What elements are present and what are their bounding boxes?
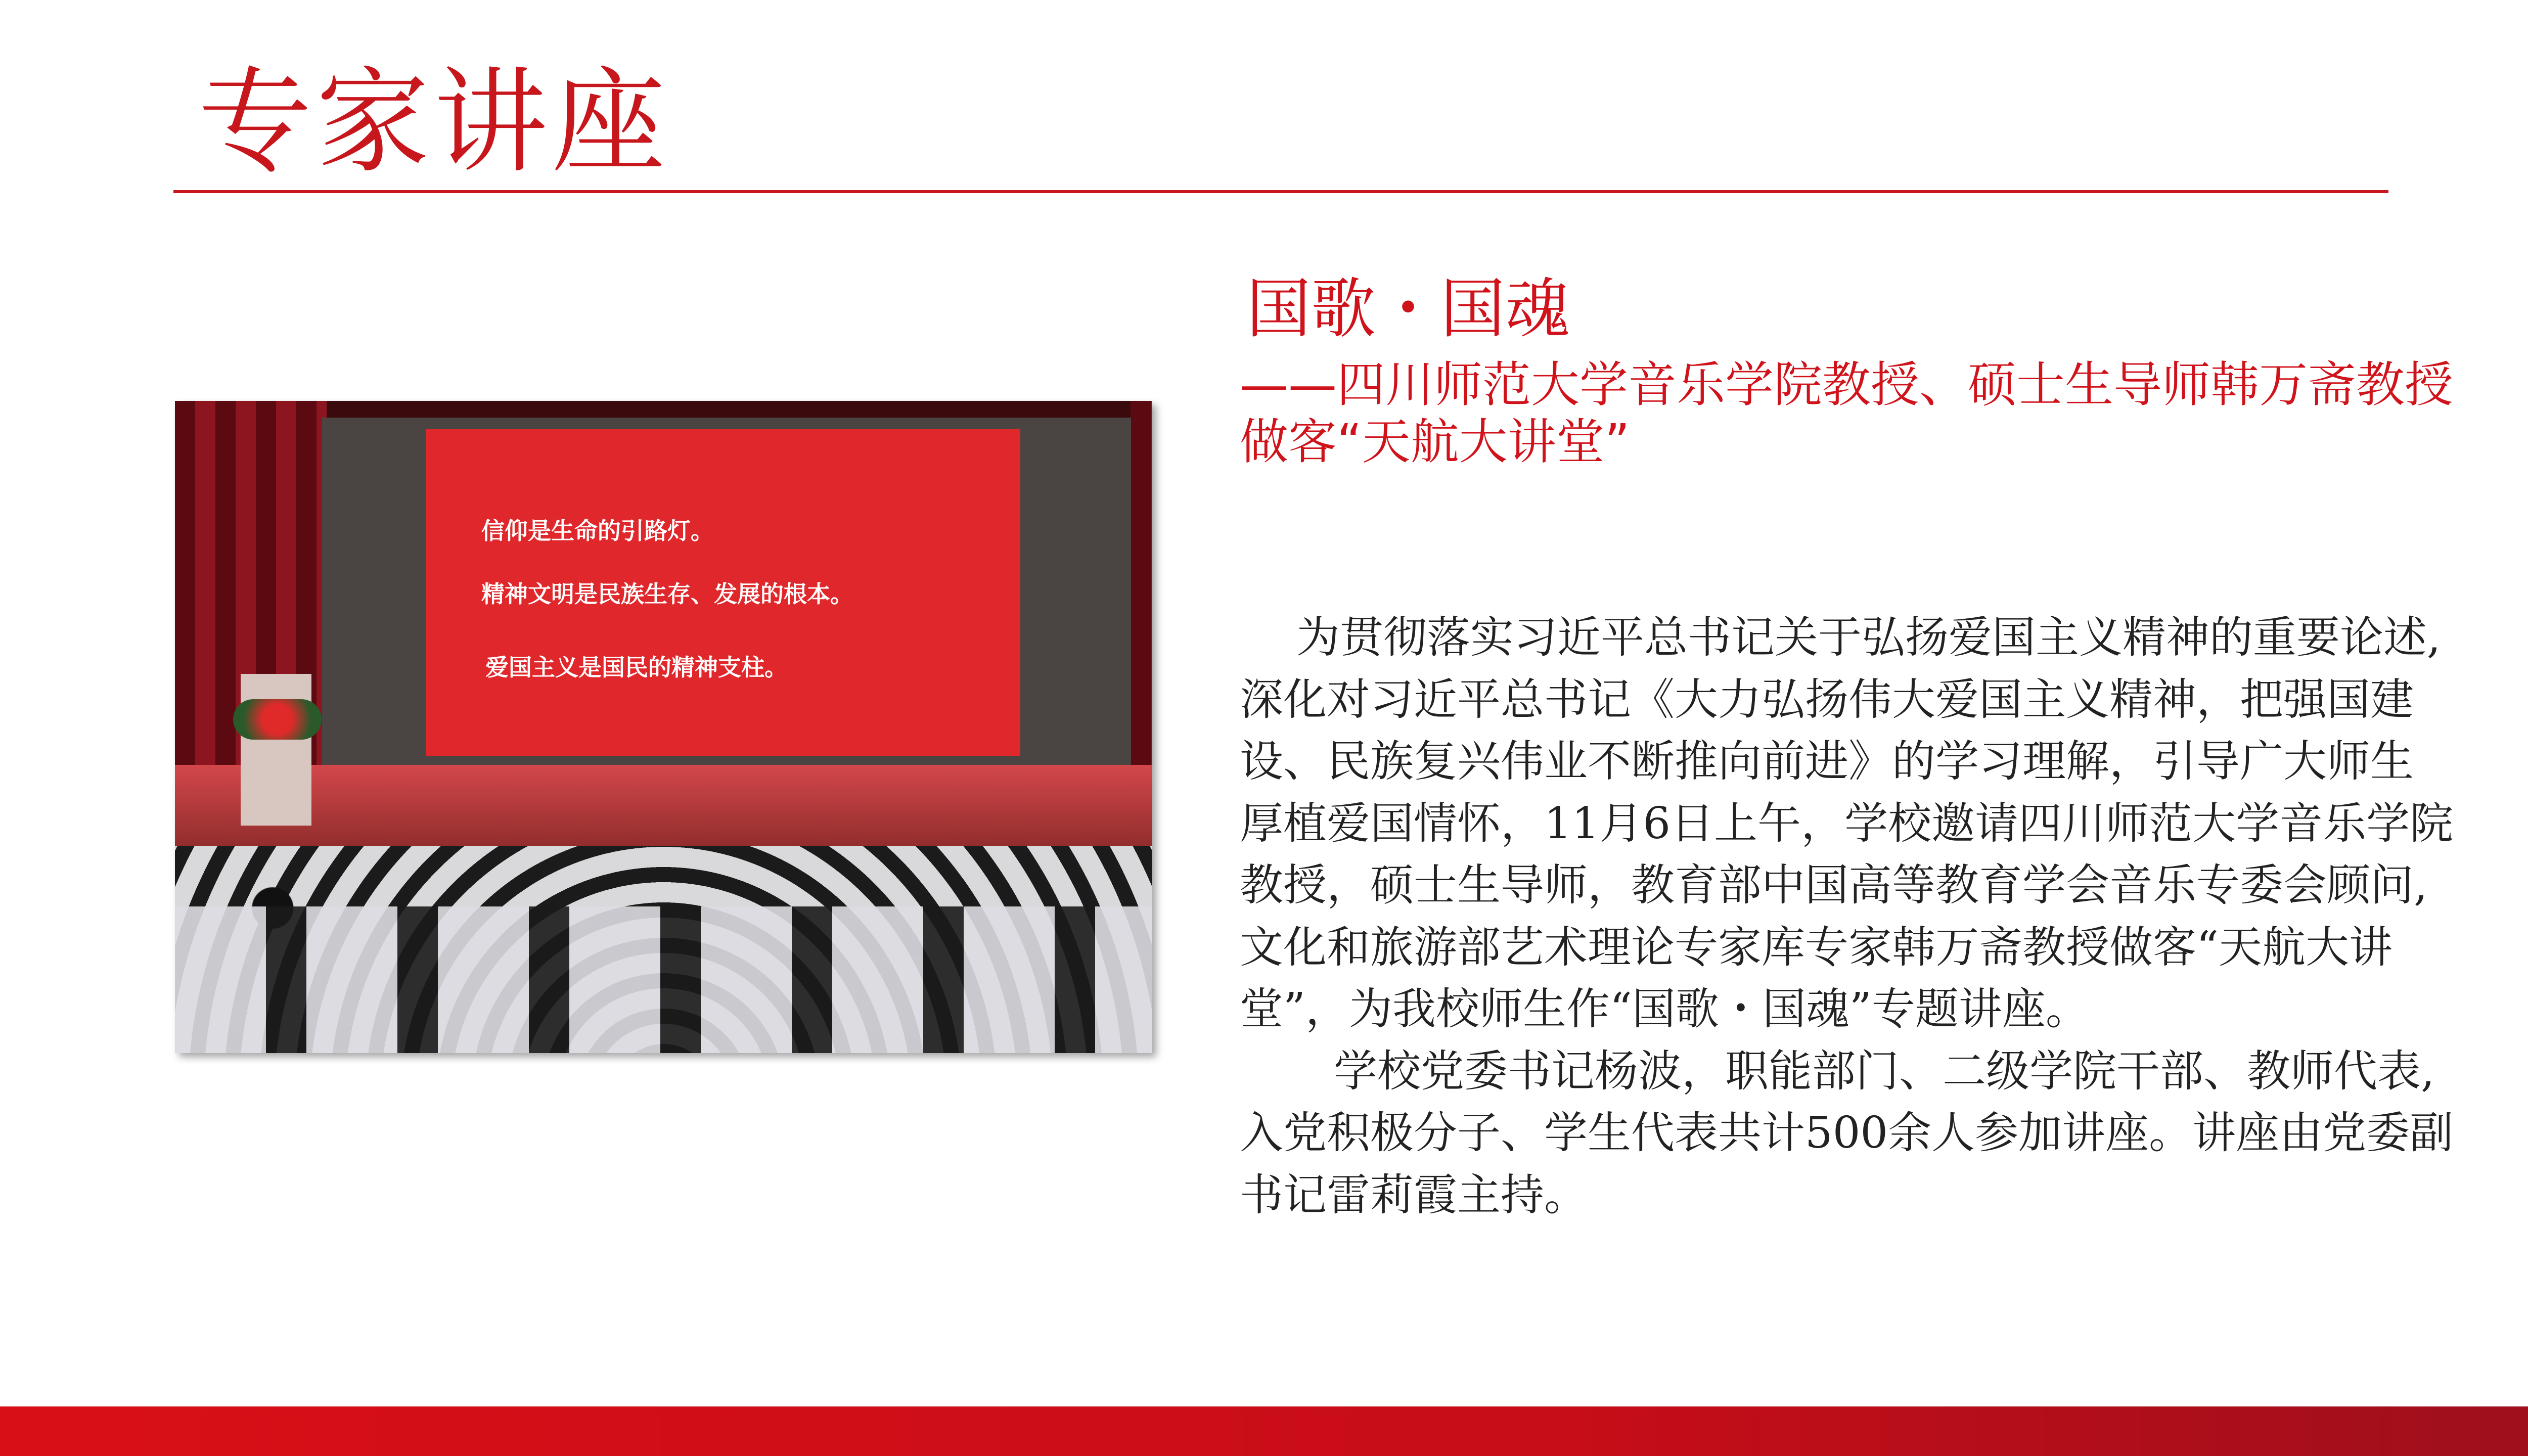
- screen-line: 精神文明是民族生存、发展的根本。: [481, 580, 853, 608]
- podium: [241, 674, 311, 826]
- title-divider: [173, 190, 2388, 193]
- body-line: 堂”，为我校师生作“国歌・国魂”专题讲座。: [1240, 984, 2089, 1034]
- body-line: 入党积极分子、学生代表共计500余人参加讲座。讲座由党委副: [1240, 1108, 2454, 1158]
- body-line: 学校党委书记杨波，职能部门、二级学院干部、教师代表,: [1334, 1045, 2435, 1097]
- subtitle-line: 做客“天航大讲堂”: [1240, 414, 1630, 470]
- subtitle-line: ——四川师范大学音乐学院教授、硕士生导师韩万斋教授: [1240, 356, 2453, 413]
- footer-bar: [0, 1406, 2528, 1456]
- screen-line: 爱国主义是国民的精神支柱。: [485, 654, 788, 681]
- stage-curtain-right: [1131, 401, 1152, 795]
- article-heading: 国歌・国魂: [1246, 271, 1570, 347]
- body-line: 设、民族复兴伟业不断推向前进》的学习理解，引导广大师生: [1240, 736, 2414, 787]
- body-line: 为贯彻落实习近平总书记关于弘扬爱国主义精神的重要论述,: [1296, 612, 2441, 663]
- lecture-photo: [175, 401, 1152, 1053]
- audience-seats: [175, 906, 1152, 1053]
- body-line: 深化对习近平总书记《大力弘扬伟大爱国主义精神，把强国建: [1240, 674, 2414, 725]
- podium-flowers: [233, 699, 322, 740]
- projection-screen: [426, 429, 1020, 756]
- stage: [175, 765, 1152, 856]
- screen-line: 信仰是生命的引路灯。: [481, 517, 714, 544]
- body-line: 文化和旅游部艺术理论专家库专家韩万斋教授做客“天航大讲: [1240, 922, 2392, 973]
- article-subtitle: [1240, 356, 2494, 471]
- body-line: 厚植爱国情怀，11月6日上午，学校邀请四川师范大学音乐学院: [1240, 798, 2454, 849]
- page-title: 专家讲座: [198, 56, 669, 189]
- body-line: 教授，硕士生导师，教育部中国高等教育学会音乐专委会顾问,: [1240, 860, 2428, 911]
- body-line: 书记雷莉霞主持。: [1240, 1169, 1588, 1220]
- article-body: [1240, 607, 2463, 1226]
